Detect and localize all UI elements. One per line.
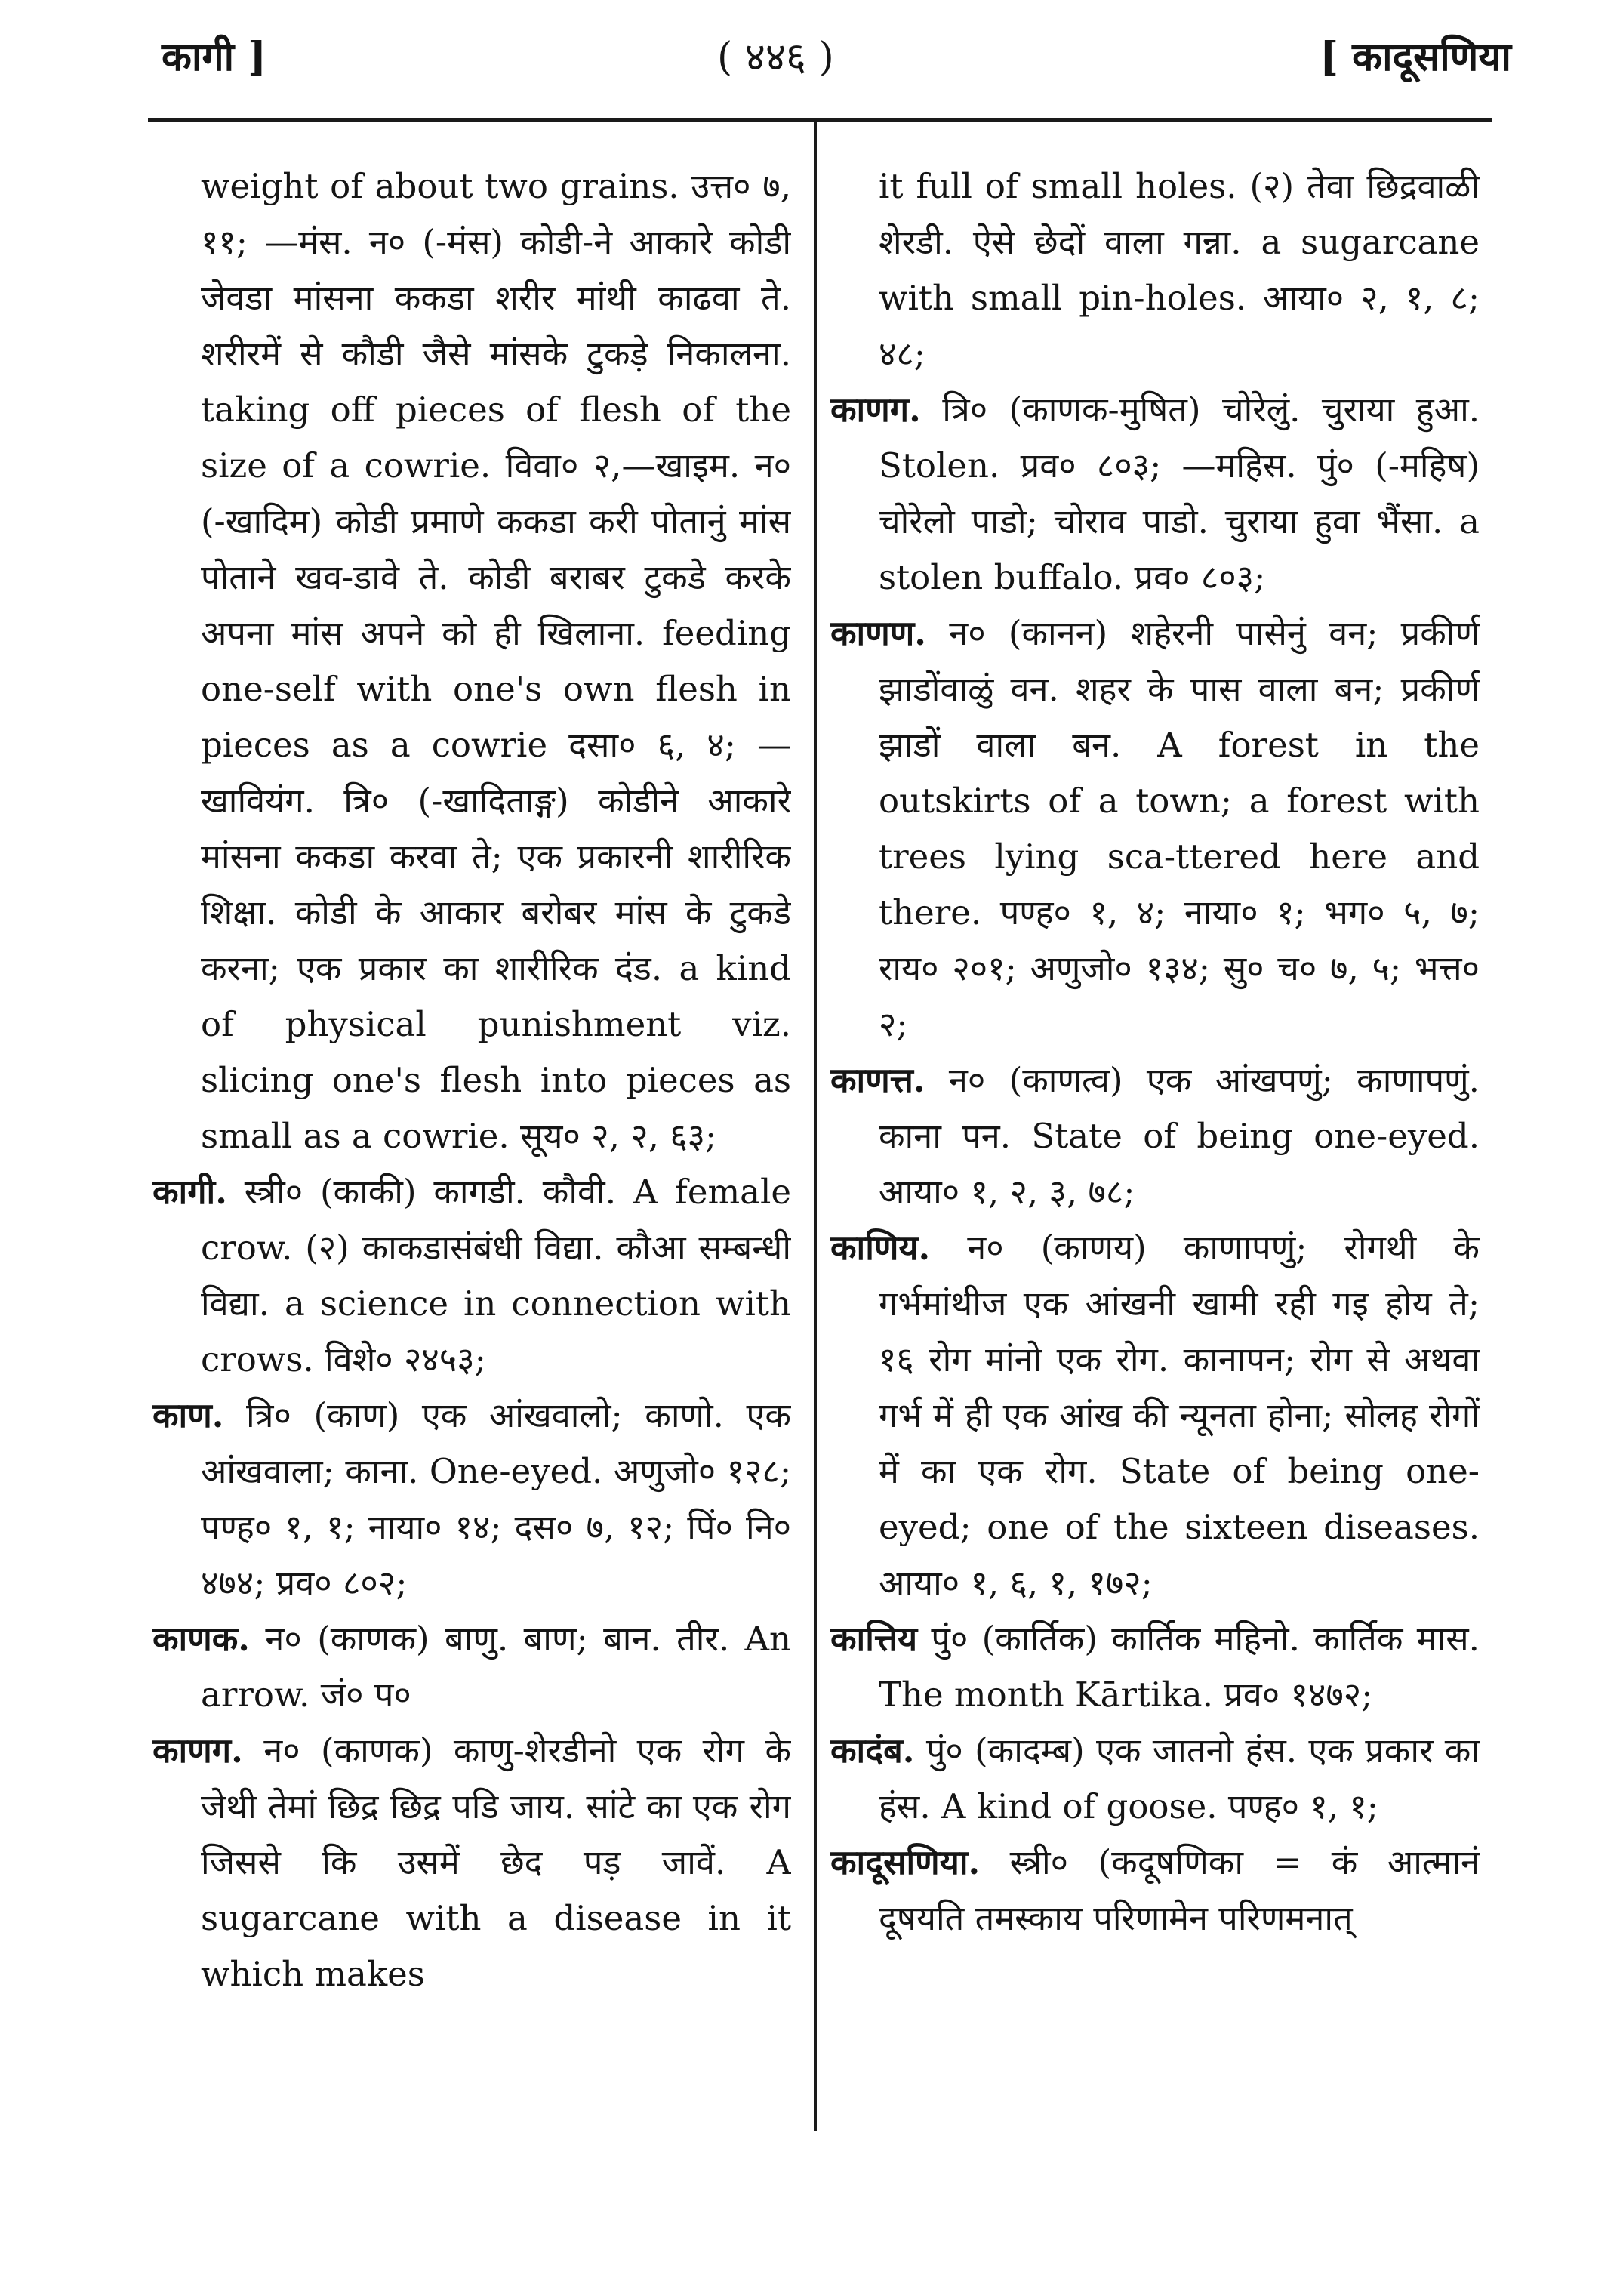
entry-text: स्त्री० (कदूषणिका = कं आत्मानं दूषयति तमस्काय परिणामेन परिणमनात् xyxy=(879,1842,1480,1938)
entry-text: पुं० (कार्तिक) कार्तिक महिनो. कार्तिक मास. The month Kārtika. प्रव० १४७२; xyxy=(879,1619,1480,1715)
entry-text: न० (काणक) काणु-शेरडीनो एक रोग के जेथी तेमां छिद्र छिद्र पडि जाय. सांटे का एक रोग जिससे कि उसमें छेद पड़ जावें. A sugarcane with a disease in it which makes xyxy=(201,1730,791,1994)
continuation-paragraph xyxy=(830,159,1480,382)
entry-headword: कात्तिय xyxy=(830,1619,918,1659)
dictionary-entry xyxy=(152,1164,791,1388)
dictionary-entry xyxy=(152,1723,791,2002)
dictionary-entry xyxy=(830,1723,1480,1835)
entry-headword: कादंब. xyxy=(830,1730,915,1771)
dictionary-entry xyxy=(152,1611,791,1723)
right-column xyxy=(830,159,1480,2152)
entry-headword: काणण. xyxy=(830,613,926,653)
entry-headword: काणग. xyxy=(830,390,921,430)
entry-text: न० (कानन) शहेरनी पासेनुं वन; प्रकीर्ण झाडोंवाळुं वन. शहर के पास वाला बन; प्रकीर्ण झाडों वाला बन. A forest in the outskirts of a town; a forest with trees lying sca-ttered here and there. पण्ह० १, ४; नाया० १; भग० ५, ७; राय० २०१; अणुजो० १३४; सु० च० ७, ५; भत्त० २; xyxy=(879,613,1480,1044)
entry-text: न० (काणत्व) एक आंखपणुं; काणापणुं. काना पन. State of being one-eyed. आया० १, २, ३, ७८; xyxy=(879,1060,1480,1212)
dictionary-entry xyxy=(830,1611,1480,1723)
column-divider xyxy=(814,122,817,2131)
dictionary-entry xyxy=(830,382,1480,606)
entry-text: weight of about two grains. उत्त० ७, ११; —मंस. न० (-मंस) कोडी-ने आकारे कोडी जेवडा मांसना ककडा शरीर मांथी काढवा ते. शरीरमें से कौडी जैसे मांसके टुकड़े निकालना. taking off pieces of flesh of the size of a cowrie. विवा० २,—खाइम. न० (-खादिम) कोडी प्रमाणे ककडा करी पोतानुं मांस पोताने खव-डावे ते. कोडी बराबर टुकडे करके अपना मांस अपने को ही खिलाना. feeding one-self with one's own flesh in pieces as a cowrie दसा० ६, ४; —खावियंग. त्रि० (-खादिताङ्ग) कोडीने आकारे मांसना ककडा करवा ते; एक प्रकारनी शारीरिक शिक्षा. कोडी के आकार बरोबर मांस के टुकडे करना; एक प्रकार का शारीरिक दंड. a kind of physical punishment viz. slicing one's flesh into pieces as small as a cowrie. सूय० २, २, ६३; xyxy=(201,166,791,1156)
entry-text: न० (काणक) बाणु. बाण; बान. तीर. An arrow. जं० प० xyxy=(201,1619,791,1715)
entry-headword: काणिय. xyxy=(830,1228,931,1268)
dictionary-entry xyxy=(830,1052,1480,1220)
running-head-right: [ कादूसणिया xyxy=(1320,34,1511,80)
entry-text: त्रि० (काणक-मुषित) चोरेलुं. चुराया हुआ. Stolen. प्रव० ८०३; —महिस. पुं० (-महिष) चोरेलो पाडो; चोराव पाडो. चुराया हुवा भैंसा. a stolen buffalo. प्रव० ८०३; xyxy=(879,390,1480,597)
entry-headword: काणत्त. xyxy=(830,1060,925,1100)
entry-headword: काणग. xyxy=(152,1730,243,1771)
entry-headword: कादूसणिया. xyxy=(830,1842,981,1882)
entry-text: पुं० (कादम्ब) एक जातनो हंस. एक प्रकार का हंस. A kind of goose. पण्ह० १, १; xyxy=(879,1730,1480,1826)
entry-text: न० (काणय) काणापणुं; रोगथी के गर्भमांथीज एक आंखनी खामी रही गइ होय ते; १६ रोग मांनो एक रोग. कानापन; रोग से अथवा गर्भ में ही एक आंख की न्यूनता होना; सोलह रोगों में का एक रोग. State of being one-eyed; one of the sixteen diseases. आया० १, ६, १, १७२; xyxy=(879,1228,1480,1603)
entry-text: it full of small holes. (२) तेवा छिद्रवाळी शेरडी. ऐसे छेदों वाला गन्ना. a sugarcane with small pin-holes. आया० २, १, ८; ४८; xyxy=(879,166,1480,374)
dictionary-entry xyxy=(830,1835,1480,1946)
entry-headword: काण. xyxy=(152,1395,224,1435)
entry-text: त्रि० (काण) एक आंखवालो; काणो. एक आंखवाला; काना. One-eyed. अणुजो० १२८; पण्ह० १, १; नाया० १४; दस० ७, १२; पिं० नि० ४७४; प्रव० ८०२; xyxy=(201,1395,791,1603)
dictionary-entry xyxy=(830,1220,1480,1611)
dictionary-entry xyxy=(152,1388,791,1611)
dictionary-entry xyxy=(830,606,1480,1052)
header-rule xyxy=(148,118,1492,122)
running-head-left: कागी ] xyxy=(162,34,266,80)
left-column xyxy=(152,159,791,2152)
page-number: ( ४४६ ) xyxy=(717,35,834,80)
entry-headword: कागी. xyxy=(152,1172,227,1212)
entry-headword: काणक. xyxy=(152,1619,250,1659)
entry-text: स्त्री० (काकी) कागडी. कौवी. A female crow. (२) काकडासंबंधी विद्या. कौआ सम्बन्धी विद्या. a science in connection with crows. विशे० २४५३; xyxy=(201,1172,791,1379)
continuation-paragraph xyxy=(152,159,791,1164)
